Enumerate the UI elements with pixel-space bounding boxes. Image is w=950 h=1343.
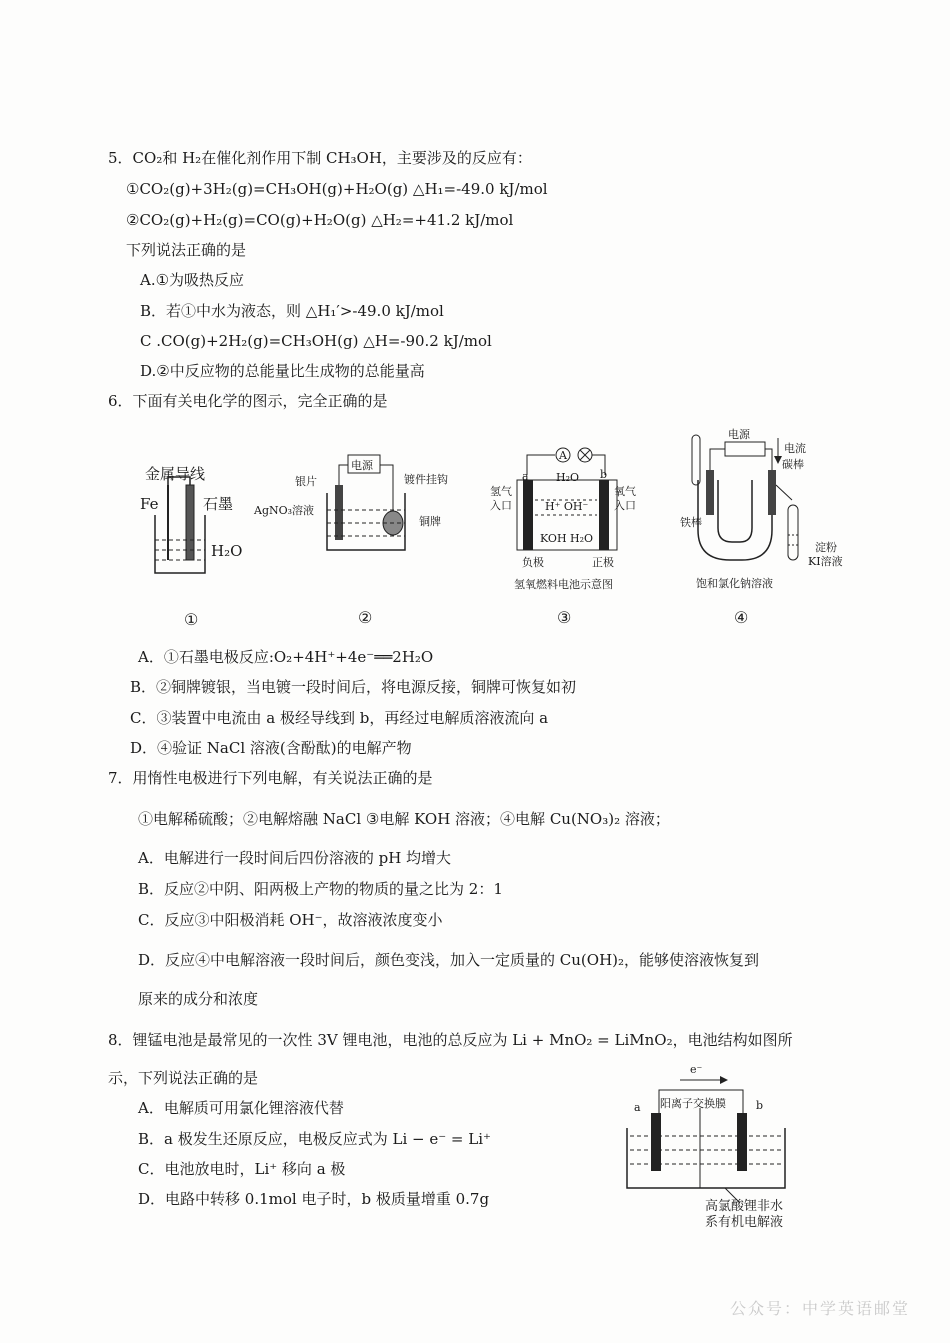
d1-number: ① [184,610,199,629]
q5-option-c: C .CO(g)+2H₂(g)=CH₃OH(g) △H=-90.2 kJ/mol [140,332,492,350]
d2-silver-label: 银片 [295,475,317,488]
d3-meter-label: A [559,449,567,462]
q5-reaction-1: ①CO₂(g)+3H₂(g)=CH₃OH(g)+H₂O(g) △H₁=-49.0 kJ/mol [126,180,548,198]
d2-number: ② [358,608,373,627]
q7-option-d: D．反应④中电解溶液一段时间后，颜色变浅，加入一定质量的 Cu(OH)₂，能够使溶液恢复到 [138,951,760,969]
d1-graphite-label: 石墨 [203,495,234,513]
d4-current-label: 电流 [784,442,806,455]
q5-option-d: D.②中反应物的总能量比生成物的总能量高 [140,362,425,380]
q5-reaction-2: ②CO₂(g)+H₂(g)=CO(g)+H₂O(g) △H₂=+41.2 kJ/mol [126,211,514,229]
d3-ions-label: H⁺ OH⁻ [545,500,589,513]
q8-cell-drawing [625,1068,805,1198]
q7-option-a: A．电解进行一段时间后四份溶液的 pH 均增大 [138,849,452,867]
watermark: 公众号：中学英语邮堂 [729,1299,910,1318]
q8-option-d: D．电路中转移 0.1mol 电子时，b 极质量增重 0.7g [138,1190,490,1208]
q6-option-a: A．①石墨电极反应:O₂+4H⁺+4e⁻══2H₂O [138,648,434,666]
d3-number: ③ [557,608,572,627]
q5-option-b: B．若①中水为液态，则 △H₁′>-49.0 kJ/mol [140,302,444,320]
d4-ki-label: KI溶液 [808,555,843,568]
d3-h2-inlet-label: 氢气 入口 [490,485,512,512]
d2-copper-label: 铜牌 [419,515,441,528]
d2-power-label: 电源 [351,459,373,472]
q6-option-d: D．④验证 NaCl 溶液(含酚酞)的电解产物 [130,739,412,757]
d4-power-label: 电源 [728,428,750,441]
d3-negative-label: 负极 [522,556,544,569]
d2-solution-label: AgNO₃溶液 [254,504,315,517]
d4-iron-label: 铁棒 [680,516,702,529]
q7-option-b: B．反应②中阴、阳两极上产物的物质的量之比为 2：1 [138,880,503,898]
d4-carbon-label: 碳棒 [782,458,804,471]
q6-option-b: B．②铜牌镀银，当电镀一段时间后，将电源反接，铜牌可恢复如初 [130,678,577,696]
q7-option-d-cont: 原来的成分和浓度 [138,990,259,1008]
d3-h2o-label: H₂O [556,471,580,484]
d3-a-label: a [522,470,529,483]
d1-fe-label: Fe [140,495,159,513]
q5-option-a: A.①为吸热反应 [140,271,245,289]
d4-nacl-label: 饱和氯化钠溶液 [696,577,773,590]
d3-o2-inlet-label: 氧气 入口 [614,485,636,512]
d3-caption: 氢氧燃料电池示意图 [514,578,613,591]
q5-stem: 5．CO₂和 H₂在催化剂作用下制 CH₃OH，主要涉及的反应有： [108,149,532,167]
q8-stem-cont: 示，下列说法正确的是 [108,1069,259,1087]
d3-b-label: b [600,468,608,481]
q6-option-c: C．③装置中电流由 a 极经导线到 b，再经过电解质溶液流向 a [130,709,549,727]
d3-koh-label: KOH H₂O [540,532,594,545]
q5-prompt: 下列说法正确的是 [126,241,247,259]
q8-stem: 8．锂锰电池是最常见的一次性 3V 锂电池，电池的总反应为 Li + MnO₂ = LiMnO₂，电池结构如图所 [108,1031,793,1049]
q8-membrane-label: 阳离子交换膜 [660,1097,726,1110]
d2-hook-label: 镀件挂钩 [404,473,448,486]
d1-water-label: H₂O [211,542,243,560]
q8-option-c: C．电池放电时，Li⁺ 移向 a 极 [138,1160,346,1178]
q7-option-c: C．反应③中阳极消耗 OH⁻，故溶液浓度变小 [138,911,443,929]
d1-cell-drawing [150,485,210,580]
q8-electron-label: e⁻ [690,1063,703,1076]
q7-list: ①电解稀硫酸；②电解熔融 NaCl ③电解 KOH 溶液；④电解 Cu(NO₃)₂ 溶液； [138,810,670,828]
d3-positive-label: 正极 [592,556,614,569]
q8-option-a: A．电解质可用氯化锂溶液代替 [138,1099,344,1117]
d1-wire-label: 金属导线 [145,465,206,483]
q6-stem: 6．下面有关电化学的图示，完全正确的是 [108,392,388,410]
q8-b-label: b [756,1099,764,1112]
q8-electrolyte-label-1: 高氯酸锂非水 [705,1199,784,1214]
q8-a-label: a [634,1101,641,1114]
q7-stem: 7．用惰性电极进行下列电解，有关说法正确的是 [108,769,433,787]
q8-option-b: B．a 极发生还原反应，电极反应式为 Li − e⁻ = Li⁺ [138,1130,491,1148]
q8-electrolyte-label-2: 系有机电解液 [705,1215,784,1230]
d4-starch-label: 淀粉 [815,541,837,554]
d4-number: ④ [734,608,749,627]
